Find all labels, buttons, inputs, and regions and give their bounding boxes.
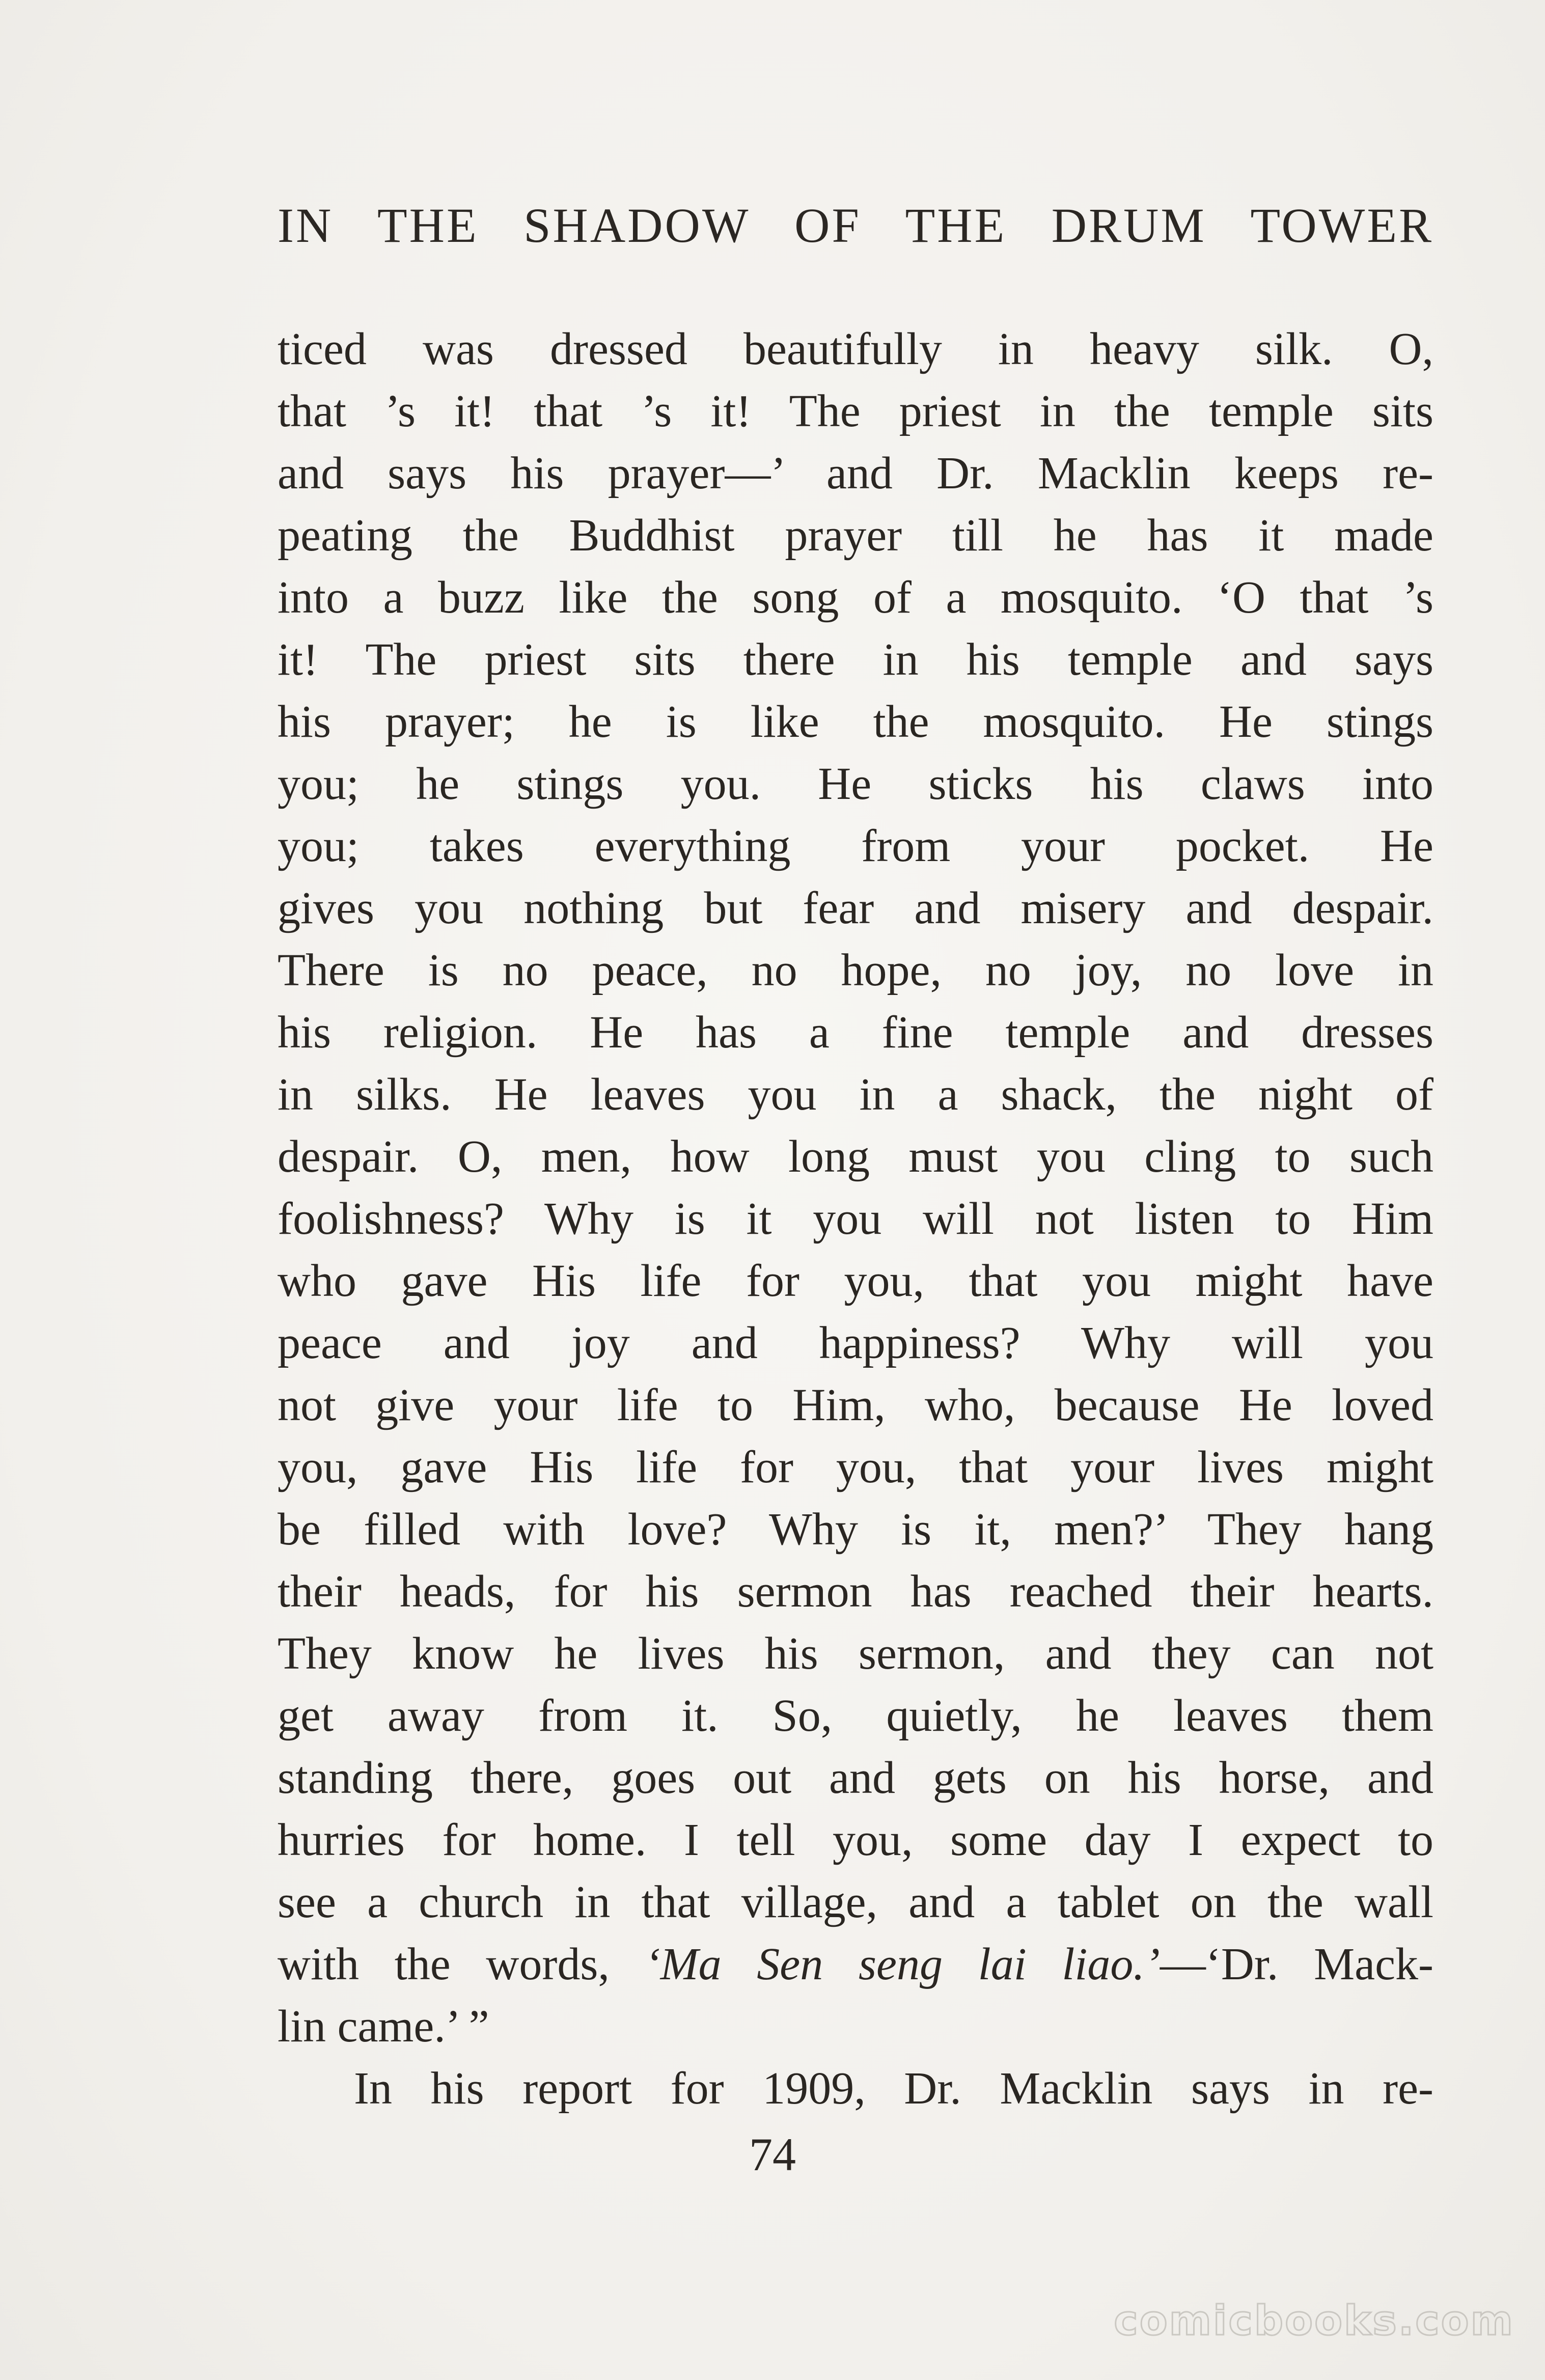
text-line: peating the Buddhist prayer till he has it made	[278, 510, 1433, 561]
text-line: ticed was dressed beautifully in heavy silk. O,	[278, 324, 1433, 374]
text-line: who gave His life for you, that you might have	[278, 1256, 1433, 1306]
text-line: into a buzz like the song of a mosquito. ‘O that ’s	[278, 572, 1433, 623]
text-line: They know he lives his sermon, and they can not	[278, 1628, 1433, 1679]
text-line-italic-quote	[278, 1933, 1433, 1996]
text-line: you; he stings you. He sticks his claws into	[278, 759, 1433, 809]
text-line-end-of-paragraph: lin came.’ ”	[278, 2001, 489, 2052]
text-line: be filled with love? Why is it, men?’ They hang	[278, 1504, 1433, 1555]
text-line: that ’s it! that ’s it! The priest in the temple sits	[278, 386, 1433, 436]
body-text	[278, 318, 1433, 2120]
text-line: peace and joy and happiness? Why will you	[278, 1318, 1433, 1368]
text-line: despair. O, men, how long must you cling to such	[278, 1131, 1433, 1182]
text-line: you; takes everything from your pocket. He	[278, 821, 1433, 871]
line-segment: with the words,	[278, 1939, 645, 1989]
line-segment: —‘Dr. Mack-	[1160, 1939, 1433, 1989]
text-line: it! The priest sits there in his temple and says	[278, 634, 1433, 685]
text-line: hurries for home. I tell you, some day I expect to	[278, 1815, 1433, 1865]
text-line: foolishness? Why is it you will not listen to Him	[278, 1194, 1433, 1244]
text-line: his prayer; he is like the mosquito. He stings	[278, 697, 1433, 747]
text-line: standing there, goes out and gets on his horse, and	[278, 1753, 1433, 1803]
text-line: There is no peace, no hope, no joy, no love in	[278, 945, 1433, 995]
text-line: get away from it. So, quietly, he leaves them	[278, 1691, 1433, 1741]
text-line: see a church in that village, and a tablet on the wall	[278, 1877, 1433, 1927]
watermark-logo: comicbooks.com	[1114, 2297, 1514, 2344]
text-line: in silks. He leaves you in a shack, the night of	[278, 1069, 1433, 1120]
italic-phrase: ‘Ma Sen seng lai liao.’	[645, 1939, 1160, 1989]
text-line: not give your life to Him, who, because He loved	[278, 1380, 1433, 1430]
text-line: you, gave His life for you, that your lives might	[278, 1442, 1433, 1492]
text-line: his religion. He has a fine temple and dresses	[278, 1007, 1433, 1058]
text-line-paragraph-start: In his report for 1909, Dr. Macklin says in re-	[354, 2063, 1433, 2114]
text-line: their heads, for his sermon has reached their hearts.	[278, 1566, 1433, 1617]
text-line: gives you nothing but fear and misery and despair.	[278, 883, 1433, 933]
page-number: 74	[749, 2128, 796, 2180]
running-head: IN THE SHADOW OF THE DRUM TOWER	[278, 198, 1433, 253]
text-line: and says his prayer—’ and Dr. Macklin keeps re-	[278, 448, 1433, 499]
